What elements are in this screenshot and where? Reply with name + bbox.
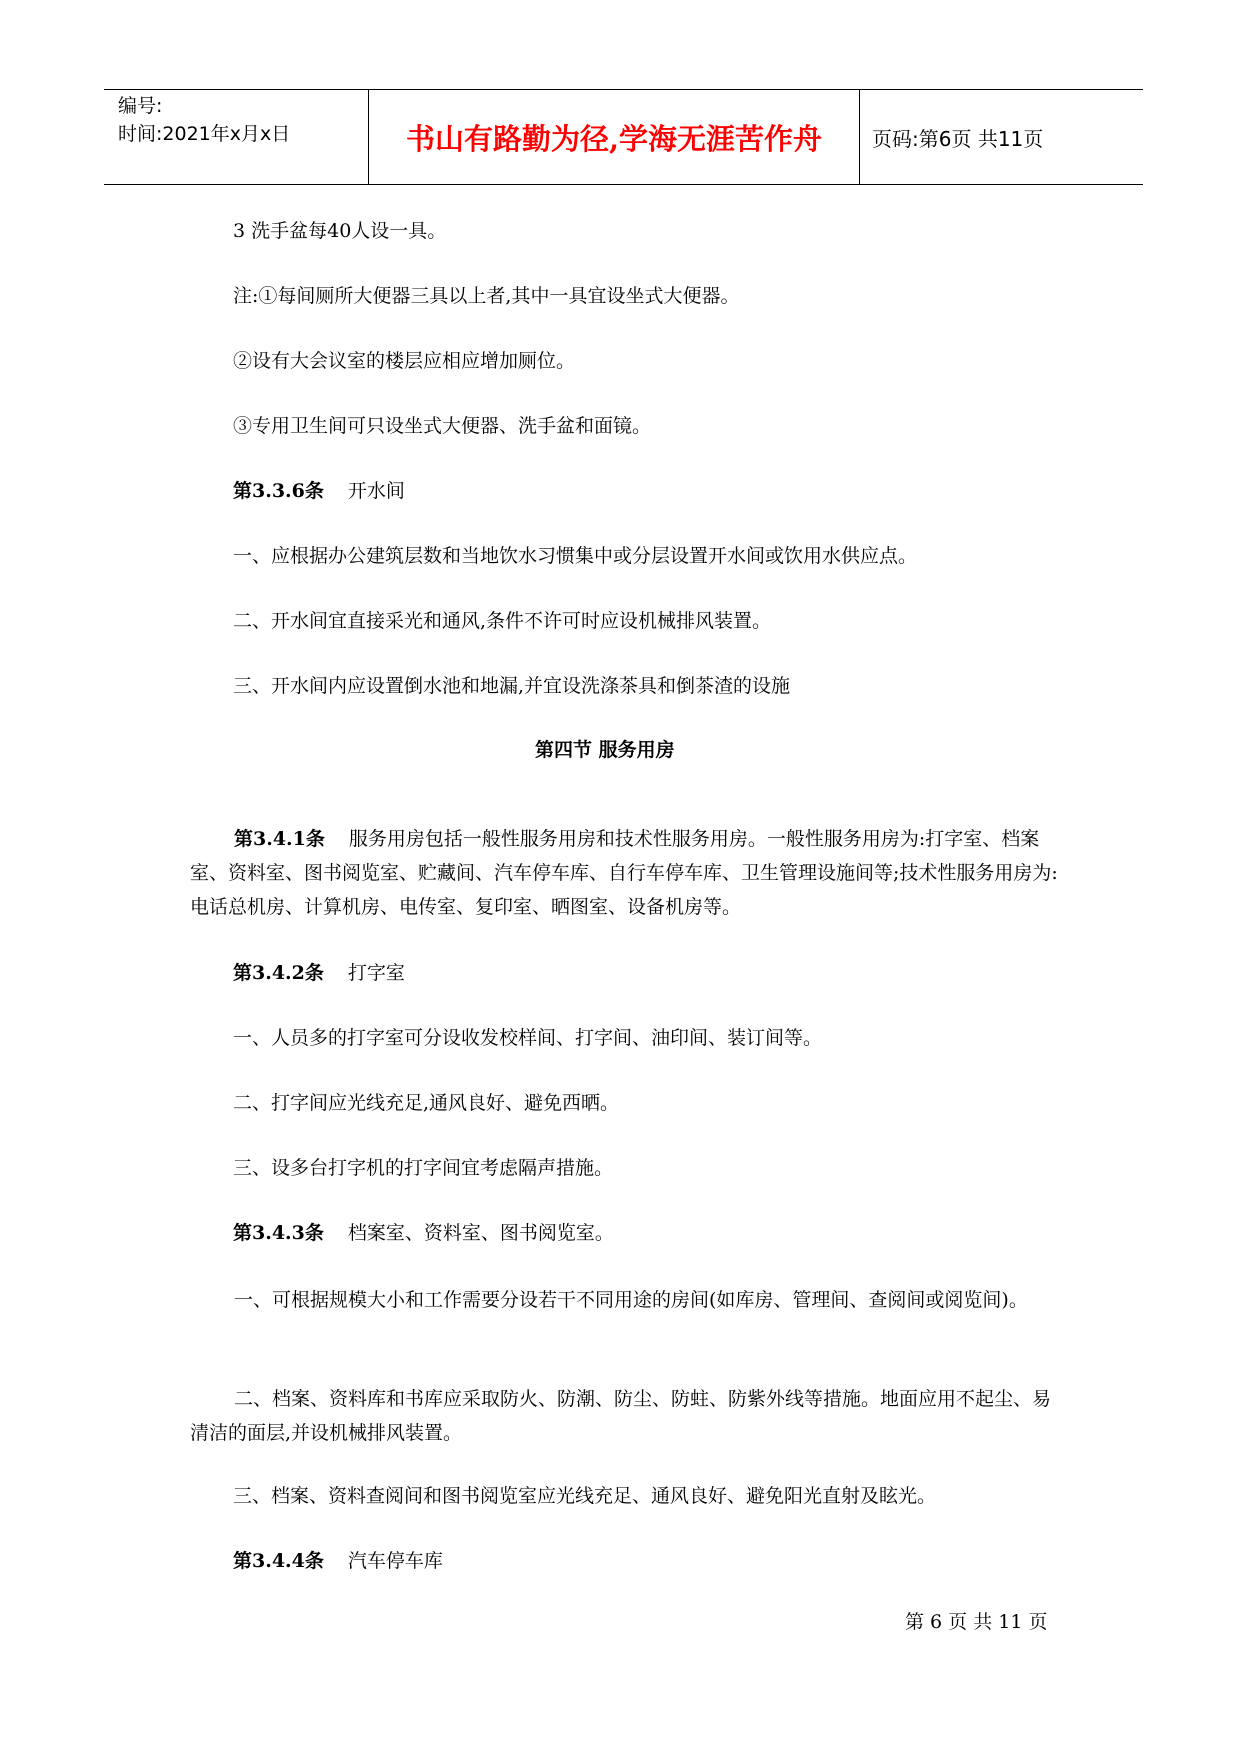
article-heading xyxy=(233,476,405,503)
article-title: 汽车停车库 xyxy=(347,1550,443,1572)
article-text: 服务用房包括一般性服务用房和技术性服务用房。一般性服务用房为:打字室、档案室、资料室、图书阅览室、贮藏间、汽车停车库、自行车停车库、卫生管理设施间等;技术性服务用房为:电话总机房、计算机房、电传室、复印室、晒图室、设备机房等。 xyxy=(190,828,1058,918)
article-number: 第3.4.4条 xyxy=(233,1550,324,1572)
article-title: 打字室 xyxy=(347,962,405,984)
paragraph: 三、档案、资料查阅间和图书阅览室应光线充足、通风良好、避免阳光直射及眩光。 xyxy=(233,1485,937,1507)
article-title: 档案室、资料室、图书阅览室。 xyxy=(347,1222,614,1244)
article-heading xyxy=(233,958,405,985)
section-title: 第四节 服务用房 xyxy=(535,739,675,761)
document-time-label: 时间:2021年x月x日 xyxy=(118,123,291,145)
paragraph: 三、开水间内应设置倒水池和地漏,并宜设洗涤茶具和倒茶渣的设施 xyxy=(233,675,791,697)
article-heading xyxy=(233,1218,614,1245)
header-page-number: 页码:第6页 共11页 xyxy=(872,126,1044,151)
paragraph: 三、设多台打字机的打字间宜考虑隔声措施。 xyxy=(233,1157,614,1179)
article-heading xyxy=(233,1546,443,1573)
article-number: 第3.4.1条 xyxy=(234,828,325,850)
paragraph: ③专用卫生间可只设坐式大便器、洗手盆和面镜。 xyxy=(233,415,652,437)
paragraph: 二、打字间应光线充足,通风良好、避免西晒。 xyxy=(233,1092,620,1114)
header-meta xyxy=(118,92,368,148)
paragraph: 二、档案、资料库和书库应采取防火、防潮、防尘、防蛀、防紫外线等措施。地面应用不起尘、易清洁的面层,并设机械排风装置。 xyxy=(190,1388,1052,1444)
article-number: 第3.3.6条 xyxy=(233,480,324,502)
header-divider xyxy=(859,90,860,184)
document-number-label: 编号: xyxy=(118,95,163,117)
paragraph: 一、应根据办公建筑层数和当地饮水习惯集中或分层设置开水间或饮用水供应点。 xyxy=(233,545,918,567)
paragraph: 一、人员多的打字室可分设收发校样间、打字间、油印间、装订间等。 xyxy=(233,1027,823,1049)
article-number: 第3.4.2条 xyxy=(233,962,324,984)
page-footer: 第 6 页 共 11 页 xyxy=(905,1611,1048,1633)
paragraph: 3 洗手盆每40人设一具。 xyxy=(233,220,447,242)
header-motto: 书山有路勤为径,学海无涯苦作舟 xyxy=(405,121,823,156)
paragraph: 注:①每间厕所大便器三具以上者,其中一具宜设坐式大便器。 xyxy=(233,285,740,307)
paragraph: 二、开水间宜直接采光和通风,条件不许可时应设机械排风装置。 xyxy=(233,610,772,632)
paragraph: 一、可根据规模大小和工作需要分设若干不同用途的房间(如库房、管理间、查阅间或阅览间)。 xyxy=(234,1289,1028,1311)
article-number: 第3.4.3条 xyxy=(233,1222,324,1244)
article-paragraph xyxy=(190,822,1060,924)
page-header xyxy=(104,89,1143,185)
paragraph: ②设有大会议室的楼层应相应增加厕位。 xyxy=(233,350,576,372)
article-title: 开水间 xyxy=(347,480,405,502)
